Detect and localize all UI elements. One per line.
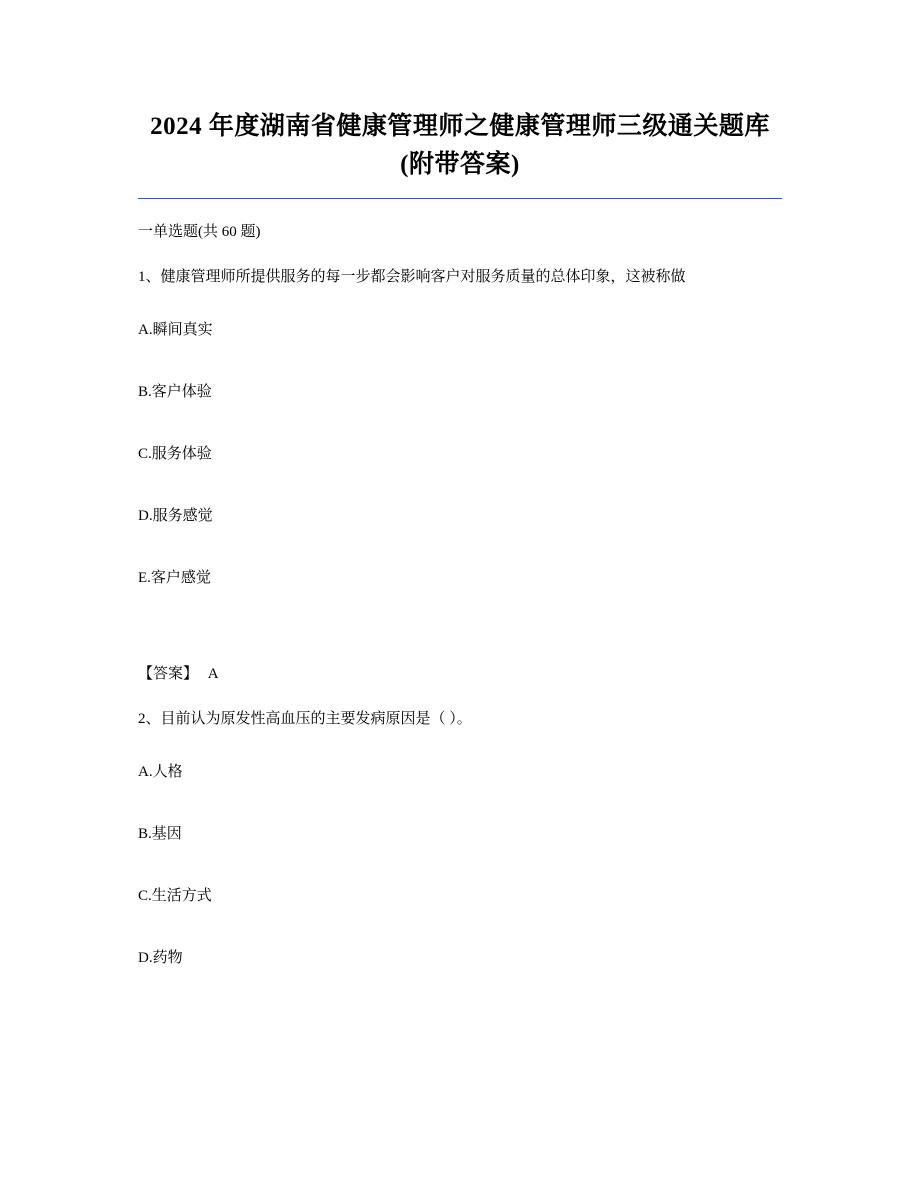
- section-heading: 一单选题(共 60 题): [138, 224, 261, 240]
- document-body: [0, 221, 920, 969]
- question-block-2: [138, 707, 782, 969]
- option-d[interactable]: D.服务感觉: [138, 508, 213, 524]
- option-b[interactable]: B.基因: [138, 826, 182, 842]
- option-d[interactable]: D.药物: [138, 950, 183, 966]
- option-a[interactable]: A.瞬间真实: [138, 322, 213, 338]
- title-divider: [138, 198, 782, 199]
- answer-value: A: [207, 666, 219, 682]
- question-block-1: [138, 265, 782, 685]
- option-c[interactable]: C.服务体验: [138, 446, 212, 462]
- option-b[interactable]: B.客户体验: [138, 384, 212, 400]
- question-stem: 2、目前认为原发性高血压的主要发病原因是（ ）。: [138, 711, 472, 727]
- answer-label: 【答案】: [138, 666, 199, 682]
- answer-line: [138, 663, 782, 685]
- option-a[interactable]: A.人格: [138, 764, 183, 780]
- question-stem: 1、健康管理师所提供服务的每一步都会影响客户对服务质量的总体印象，这被称做: [138, 269, 686, 285]
- option-c[interactable]: C.生活方式: [138, 888, 212, 904]
- page-title: 2024 年度湖南省健康管理师之健康管理师三级通关题库(附带答案): [150, 113, 770, 178]
- option-e[interactable]: E.客户感觉: [138, 570, 211, 586]
